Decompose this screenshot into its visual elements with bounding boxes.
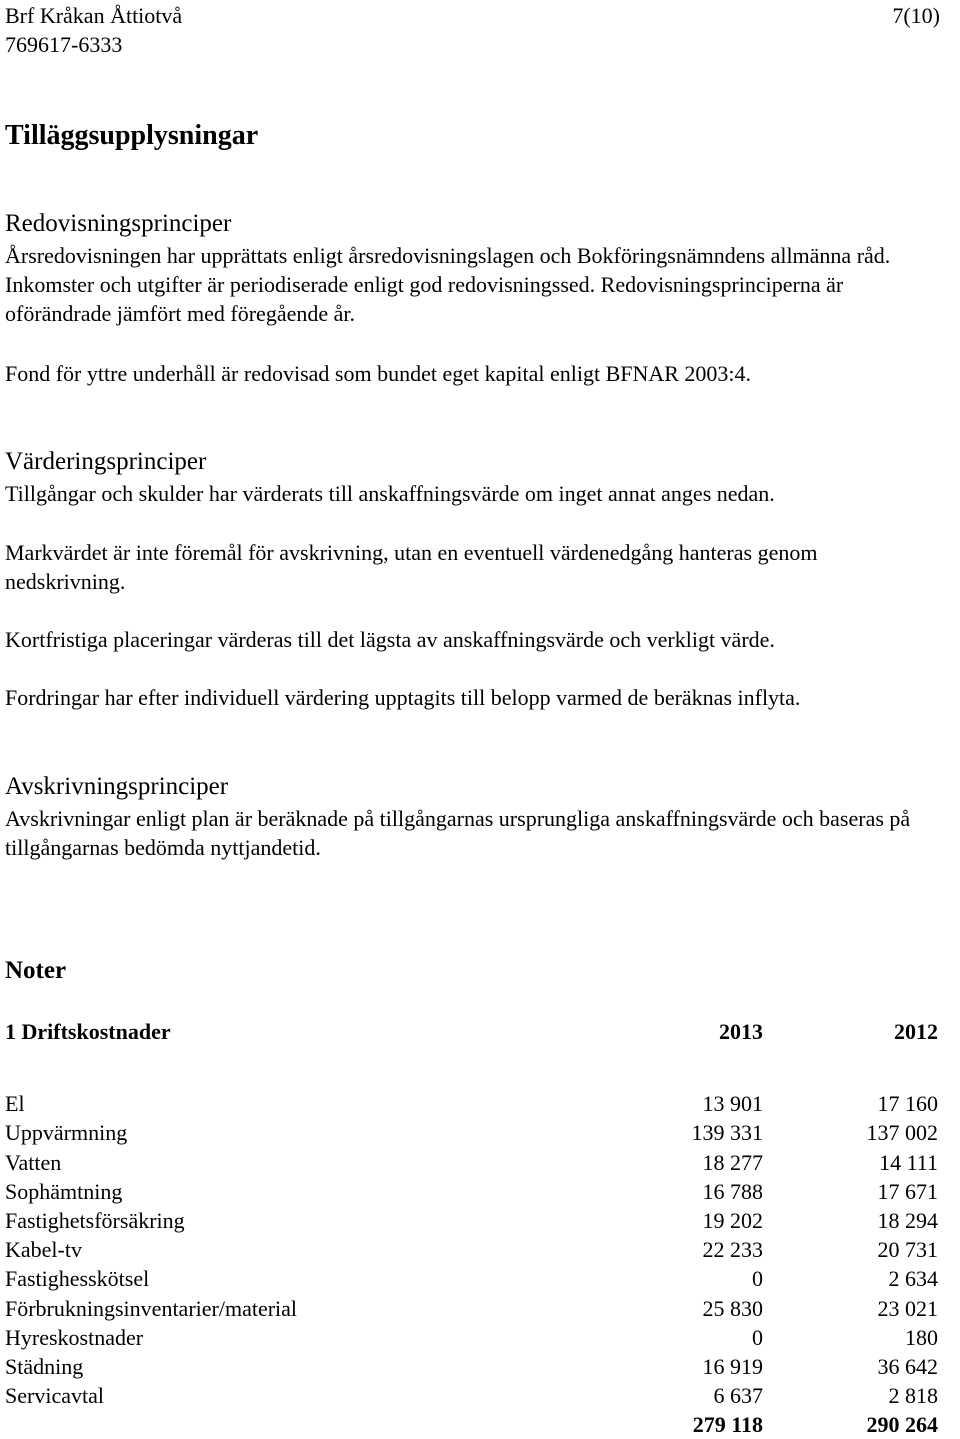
page-title: Tilläggsupplysningar (5, 120, 259, 151)
row-value-2013: 0 (752, 1324, 763, 1350)
column-header-2013: 2013 (719, 1019, 763, 1044)
row-label: Städning (5, 1353, 84, 1379)
note-1-heading: 1 Driftskostnader (5, 1019, 171, 1044)
row-value-2012: 23 021 (877, 1295, 938, 1321)
row-label: Uppvärmning (5, 1120, 128, 1146)
total-value-2012: 290 264 (866, 1412, 938, 1438)
row-label: Sophämtning (5, 1178, 123, 1204)
row-value-2013: 16 919 (702, 1353, 763, 1379)
table-row (5, 1177, 938, 1206)
org-name: Brf Kråkan Åttiotvå (5, 3, 183, 28)
row-label: Förbrukningsinventarier/material (5, 1295, 298, 1321)
table-row (5, 1089, 938, 1118)
row-value-2012: 137 002 (866, 1120, 938, 1146)
row-label: Vatten (5, 1149, 62, 1175)
table-row (5, 1381, 938, 1410)
row-value-2012: 14 111 (879, 1149, 938, 1175)
row-label: Hyreskostnader (5, 1324, 144, 1350)
note-1-header-row (5, 1017, 938, 1046)
row-value-2013: 139 331 (691, 1120, 763, 1146)
table-row (5, 1264, 938, 1293)
row-value-2013: 22 233 (702, 1237, 763, 1263)
total-value-2013: 279 118 (692, 1412, 763, 1438)
section-title-avskrivningsprinciper: Avskrivningsprinciper (5, 773, 229, 800)
table-row (5, 1235, 938, 1264)
table-row (5, 1206, 938, 1235)
row-value-2012: 20 731 (877, 1237, 938, 1263)
total-row (5, 1410, 938, 1439)
row-label: Servicavtal (5, 1383, 104, 1409)
row-label: Kabel-tv (5, 1237, 82, 1263)
row-value-2012: 17 671 (877, 1178, 938, 1204)
document-page (5, 0, 940, 1438)
row-value-2012: 2 634 (888, 1266, 938, 1292)
section-title-varderingsprinciper: Värderingsprinciper (5, 448, 207, 475)
row-value-2012: 36 642 (877, 1353, 938, 1379)
row-value-2013: 0 (752, 1266, 763, 1292)
table-row (5, 1323, 938, 1352)
column-header-2012: 2012 (894, 1019, 938, 1044)
redovisning-paragraph-1: Årsredovisningen har upprättats enligt årsredovisningslagen och Bokföringsnämndens allmänna råd. Inkomster och utgifter är periodiserade enligt god redovisningssed. Redovisningsprinciperna är oförändrade jämfört med föregående år. (5, 243, 891, 326)
row-label: El (5, 1091, 25, 1117)
vardering-paragraph-2: Markvärdet är inte föremål för avskrivning, utan en eventuell värdenedgång hanteras genom nedskrivning. (5, 540, 818, 594)
page-number: 7(10) (892, 3, 940, 28)
row-value-2012: 180 (905, 1324, 938, 1350)
row-value-2013: 16 788 (702, 1178, 763, 1204)
redovisning-paragraph-2: Fond för yttre underhåll är redovisad som bundet eget kapital enligt BFNAR 2003:4. (5, 361, 752, 386)
page-header (5, 1, 940, 59)
row-label: Fastighetsförsäkring (5, 1207, 185, 1233)
table-row (5, 1294, 938, 1323)
table-row (5, 1118, 938, 1147)
avskrivning-paragraph-1: Avskrivningar enligt plan är beräknade på tillgångarnas ursprungliga anskaffningsvärde och baseras på tillgångarnas bedömda nyttjandetid. (5, 806, 911, 860)
noter-title: Noter (5, 957, 67, 984)
row-value-2013: 25 830 (702, 1295, 763, 1321)
vardering-paragraph-1: Tillgångar och skulder har värderats till anskaffningsvärde om inget annat anges nedan. (5, 481, 775, 506)
row-value-2013: 6 637 (713, 1383, 763, 1409)
row-value-2012: 18 294 (877, 1207, 938, 1233)
table-row (5, 1352, 938, 1381)
vardering-paragraph-3: Kortfristiga placeringar värderas till det lägsta av anskaffningsvärde och verkligt värde. (5, 627, 775, 652)
vardering-paragraph-4: Fordringar har efter individuell värdering upptagits till belopp varmed de beräknas inflyta. (5, 685, 801, 710)
table-row (5, 1148, 938, 1177)
org-number: 769617-6333 (5, 32, 123, 57)
row-label: Fastighesskötsel (5, 1266, 150, 1292)
row-value-2013: 18 277 (702, 1149, 763, 1175)
row-value-2012: 17 160 (877, 1091, 938, 1117)
note-1-table (5, 1017, 938, 1439)
row-value-2013: 13 901 (702, 1091, 763, 1117)
section-title-redovisningsprinciper: Redovisningsprinciper (5, 210, 232, 237)
row-value-2013: 19 202 (702, 1207, 763, 1233)
row-value-2012: 2 818 (888, 1383, 938, 1409)
